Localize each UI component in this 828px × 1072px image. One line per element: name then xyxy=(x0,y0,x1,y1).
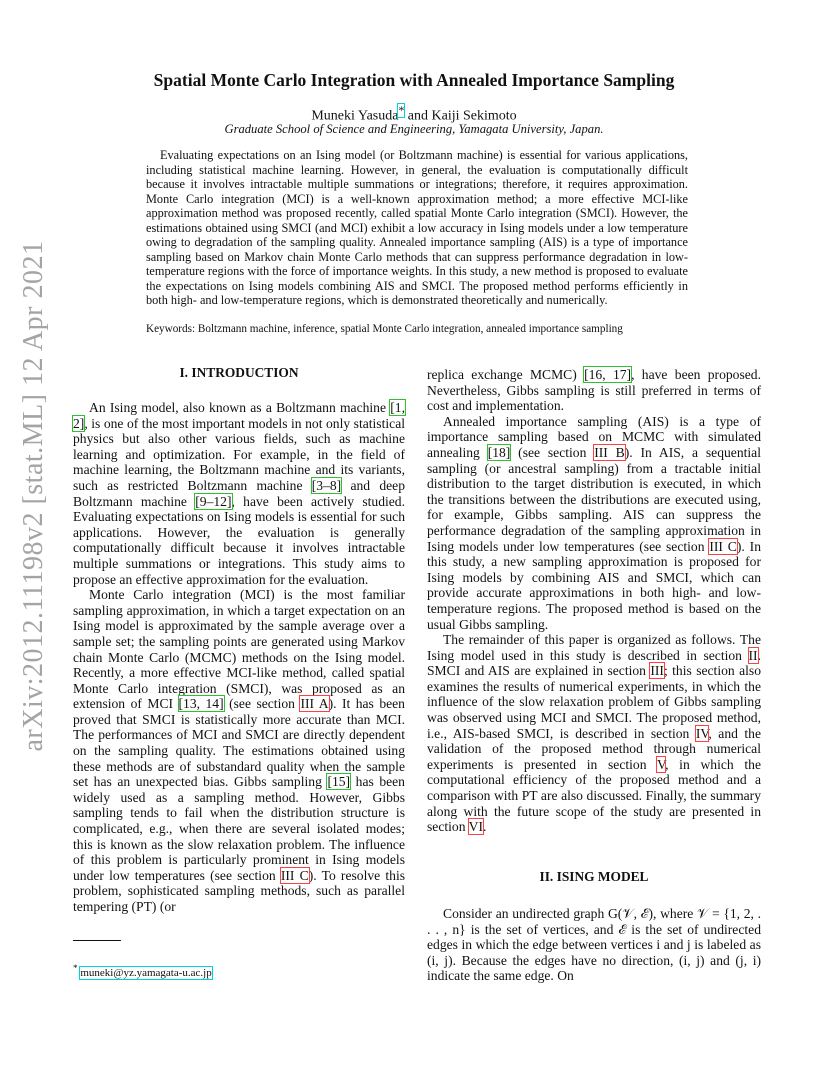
citation-link[interactable]: [15] xyxy=(327,774,351,790)
footnote-mark: * xyxy=(73,963,78,973)
arxiv-side-label xyxy=(14,236,54,756)
arxiv-identifier: arXiv:2012.11198v2 [stat.ML] 12 Apr 2021 xyxy=(18,240,49,752)
keywords: Keywords: Boltzmann machine, inference, spatial Monte Carlo integration, annealed importance sampling xyxy=(146,323,623,335)
intro-paragraph-4: The remainder of this paper is organized as follows. The Ising model used in this study is described in section II. SMCI and AIS are explained in section III; this section also examines the results of numerical experiments, in which the influence of the slow relaxation problem of Gibbs sampling was observed using MCI and SMCI. The proposed method, i.e., AIS-based SMCI, is described in section IV, and the validation of the proposed method through numerical experiments is presented in section V, in which the computational efficiency of the proposed method and a comparison with PT are also discussed. Finally, the summary along with the future scope of the study are presented in section VI. xyxy=(427,632,762,835)
section-heading-introduction: I. INTRODUCTION xyxy=(179,365,299,380)
footnote-mark-link[interactable]: * xyxy=(398,104,405,117)
intro-paragraph-1: An Ising model, also known as a Boltzmann machine [1, 2], is one of the most important models in not only statistical physics but also other various fields, such as machine learning and optimization. For example, in the field of machine learning, the Boltzmann machine and its variants, such as restricted Boltzmann machine [3–8] and deep Boltzmann machine [9–12], have been actively studied. Evaluating expectations on Ising models is essential for such applications. However, the evaluation is generally computationally difficult because it involves intractable multiple summations or integrations. This study aims to propose an effective approximation for the evaluation. xyxy=(73,400,405,587)
section-ref-link[interactable]: III A xyxy=(300,696,329,712)
citation-link[interactable]: [16, 17] xyxy=(584,367,632,382)
citation-link[interactable]: [3–8] xyxy=(311,477,342,493)
intro-paragraph-continued: replica exchange MCMC) [16, 17], have been proposed. Nevertheless, Gibbs sampling is still preferred in terms of cost and implementation. xyxy=(427,367,761,414)
citation-link[interactable]: [18] xyxy=(487,444,511,460)
section-ref-link[interactable]: VI xyxy=(468,819,484,835)
section-ref-link[interactable]: II xyxy=(748,647,758,663)
author-first: Muneki Yasuda xyxy=(311,108,399,124)
footnote xyxy=(73,963,212,979)
citation-link[interactable]: [1, 2] xyxy=(73,400,405,431)
paper-title: Spatial Monte Carlo Integration with Annealed Importance Sampling xyxy=(153,70,675,90)
section-heading-ising-model: II. ISING MODEL xyxy=(539,869,649,884)
section-ref-link[interactable]: V xyxy=(656,756,666,772)
affiliation: Graduate School of Science and Engineering, Yamagata University, Japan. xyxy=(224,122,604,136)
ising-model-text xyxy=(427,906,761,984)
section-ref-link[interactable]: III B xyxy=(594,444,625,460)
intro-paragraph-3: Annealed importance sampling (AIS) is a type of importance sampling based on MCMC with simulated annealing [18] (see section III B). In AIS, a sequential sampling (or ancestral sampling) from a tractable initial distribution to the target distribution is executed, in which the transitions between the distributions are executed using, for example, Gibbs sampling. AIS can suppress the performance degradation of the sampling approximation in Ising models under low temperatures (see section III C). In this study, a new sampling approximation is proposed for Ising models by combining AIS and SMCI, which can provide accurate approximations in both high- and low-temperature regions. The proposed method is based on the usual Gibbs sampling. xyxy=(427,413,761,632)
citation-link[interactable]: [9–12] xyxy=(195,493,232,509)
citation-link[interactable]: [13, 14] xyxy=(178,696,224,712)
author-rest: and Kaiji Sekimoto xyxy=(404,108,517,124)
left-column xyxy=(73,400,405,915)
footnote-rule xyxy=(73,940,121,941)
section-ref-link[interactable]: III C xyxy=(280,867,309,883)
right-column xyxy=(427,367,761,835)
section-ref-link[interactable]: III xyxy=(650,663,664,679)
ising-paragraph-1: Consider an undirected graph G(𝒱, ℰ), where 𝒱 = {1, 2, . . . , n} is the set of vertices, and ℰ is the set of undirected edges in which the edge between vertices i and j is labeled as (i, j). Because the edges have no direction, (i, j) and (j, i) indicate the same edge. On xyxy=(427,906,761,984)
intro-paragraph-2: Monte Carlo integration (MCI) is the most familiar sampling approximation, in which a target expectation on an Ising model is approximated by the sample average over a sample set; the sampling points are generated using Markov chain Monte Carlo (MCMC) methods on the Ising model. Recently, a more effective MCI-like method, called spatial Monte Carlo integration (SMCI), was proposed as an extension of MCI [13, 14] (see section III A). It has been proved that SMCI is statistically more accurate than MCI. The performances of MCI and SMCI are directly dependent on the sampling quality. The estimations obtained using these methods are of substandard quality when the sample set has an unexpected bias. Gibbs sampling [15] has been widely used as a sampling method. However, Gibbs sampling tends to fail when the distribution structure is complicated, e.g., when there are several isolated modes; this is known as the slow relaxation problem. The influence of this problem is particularly prominent in Ising models under low temperatures (see section III C). To resolve this problem, sophisticated sampling methods, such as parallel tempering (PT) (or xyxy=(73,587,406,914)
author-email-link[interactable]: muneki@yz.yamagata-u.ac.jp xyxy=(80,966,212,979)
abstract: Evaluating expectations on an Ising model (or Boltzmann machine) is essential for various applications, including statistical machine learning. However, in general, the evaluation is computationally difficult because it involves intractable multiple summations or integrations; therefore, it requires approximation. Monte Carlo integration (MCI) is a well-known approximation method; a more effective MCI-like approximation method was proposed recently, called spatial Monte Carlo integration (SMCI). However, the estimations obtained using SMCI (and MCI) exhibit a low accuracy in Ising models under a low temperature owing to degradation of the sampling quality. Annealed importance sampling (AIS) is a type of importance sampling based on Markov chain Monte Carlo methods that can suppress performance degradation in low-temperature regions with the force of importance weights. In this study, a new method is proposed to evaluate the expectations on Ising models combining AIS and SMCI. The proposed method performs efficiently in both high- and low-temperature regions, which is demonstrated theoretically and numerically. xyxy=(146,148,688,308)
section-ref-link[interactable]: III C xyxy=(709,538,737,554)
section-ref-link[interactable]: IV xyxy=(695,725,709,741)
